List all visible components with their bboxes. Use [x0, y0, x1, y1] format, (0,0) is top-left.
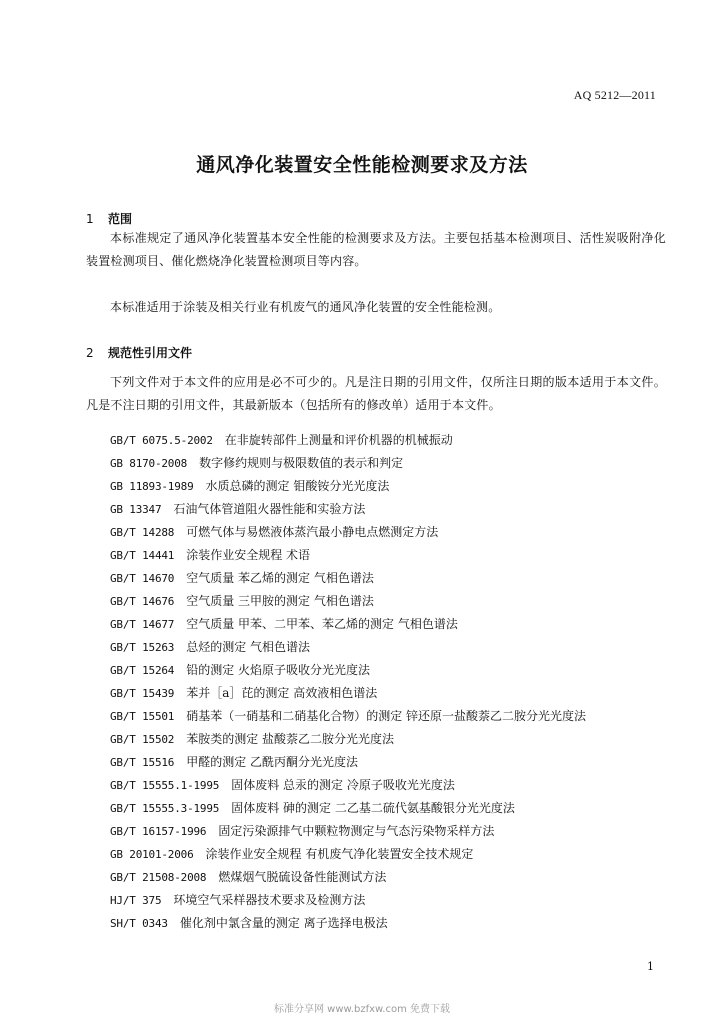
- references-intro-paragraph: 下列文件对于本文件的应用是必不可少的。凡是注日期的引用文件，仅所注日期的版本适用于本文件。凡是不注日期的引用文件，其最新版本（包括所有的修改单）适用于本文件。: [86, 375, 666, 412]
- reference-title: 苯并［a］芘的测定 高效液相色谱法: [186, 686, 378, 700]
- reference-item: [110, 636, 670, 659]
- reference-code: GB/T 15439: [110, 687, 175, 700]
- reference-item: [110, 475, 670, 498]
- reference-title: 空气质量 甲苯、二甲苯、苯乙烯的测定 气相色谱法: [186, 617, 458, 631]
- reference-item: [110, 705, 670, 728]
- section-number: 1: [86, 212, 94, 226]
- section-heading-scope: [86, 210, 132, 227]
- reference-code: GB/T 15501: [110, 710, 175, 723]
- reference-code: GB/T 14288: [110, 526, 175, 539]
- reference-code: GB 13347: [110, 503, 162, 516]
- reference-item: [110, 797, 670, 820]
- reference-item: [110, 498, 670, 521]
- reference-item: [110, 843, 670, 866]
- reference-code: GB/T 15516: [110, 756, 175, 769]
- reference-item: [110, 728, 670, 751]
- scope-paragraph-1: 本标准规定了通风净化装置基本安全性能的检测要求及方法。主要包括基本检测项目、活性炭吸附净化装置检测项目、催化燃烧净化装置检测项目等内容。: [86, 231, 666, 268]
- section-number: 2: [86, 346, 94, 360]
- reference-code: GB/T 15264: [110, 664, 175, 677]
- reference-item: [110, 889, 670, 912]
- reference-title: 固定污染源排气中颗粒物测定与气态污染物采样方法: [218, 824, 495, 838]
- reference-code: SH/T 0343: [110, 917, 168, 930]
- reference-code: HJ/T 375: [110, 894, 162, 907]
- reference-title: 涂装作业安全规程 有机废气净化装置安全技术规定: [205, 847, 474, 861]
- reference-code: GB/T 15555.3-1995: [110, 802, 220, 815]
- reference-item: [110, 682, 670, 705]
- reference-item: [110, 866, 670, 889]
- reference-code: GB/T 14441: [110, 549, 175, 562]
- reference-item: [110, 590, 670, 613]
- reference-title: 苯胺类的测定 盐酸萘乙二胺分光光度法: [186, 732, 395, 746]
- reference-item: [110, 751, 670, 774]
- section-title: 规范性引用文件: [108, 346, 193, 360]
- reference-title: 数字修约规则与极限数值的表示和判定: [199, 456, 404, 470]
- reference-title: 燃煤烟气脱硫设备性能测试方法: [218, 870, 387, 884]
- reference-title: 环境空气采样器技术要求及检测方法: [173, 893, 366, 907]
- reference-item: [110, 567, 670, 590]
- reference-code: GB/T 14677: [110, 618, 175, 631]
- reference-title: 可燃气体与易燃液体蒸汽最小静电点燃测定方法: [186, 525, 439, 539]
- reference-code: GB/T 15555.1-1995: [110, 779, 220, 792]
- reference-item: [110, 452, 670, 475]
- reference-item: [110, 774, 670, 797]
- reference-title: 硝基苯（一硝基和二硝基化合物）的测定 锌还原一盐酸萘乙二胺分光光度法: [186, 709, 587, 723]
- page-number: 1: [647, 960, 654, 973]
- reference-item: [110, 820, 670, 843]
- watermark: 标准分享网 www.bzfxw.com 免费下载: [274, 1004, 450, 1015]
- standard-code: AQ 5212—2011: [573, 88, 656, 102]
- reference-code: GB/T 14670: [110, 572, 175, 585]
- reference-title: 固体废料 砷的测定 二乙基二硫代氨基酸银分光光度法: [231, 801, 515, 815]
- reference-list: [110, 429, 670, 935]
- section-title: 范围: [108, 212, 133, 226]
- reference-title: 在非旋转部件上测量和评价机器的机械振动: [224, 433, 453, 447]
- reference-title: 总烃的测定 气相色谱法: [186, 640, 311, 654]
- scope-paragraph-2: 本标准适用于涂装及相关行业有机废气的通风净化装置的安全性能检测。: [110, 300, 501, 314]
- reference-code: GB 11893-1989: [110, 480, 194, 493]
- reference-code: GB 20101-2006: [110, 848, 194, 861]
- reference-code: GB/T 15502: [110, 733, 175, 746]
- reference-code: GB/T 15263: [110, 641, 175, 654]
- reference-title: 水质总磷的测定 钼酸铵分光光度法: [205, 479, 390, 493]
- reference-item: [110, 912, 670, 935]
- reference-code: GB/T 16157-1996: [110, 825, 207, 838]
- reference-title: 空气质量 苯乙烯的测定 气相色谱法: [186, 571, 374, 585]
- document-title: 通风净化装置安全性能检测要求及方法: [196, 154, 528, 176]
- reference-title: 固体废料 总汞的测定 冷原子吸收光光度法: [231, 778, 455, 792]
- reference-title: 空气质量 三甲胺的测定 气相色谱法: [186, 594, 374, 608]
- reference-item: [110, 544, 670, 567]
- reference-code: GB/T 21508-2008: [110, 871, 207, 884]
- reference-item: [110, 659, 670, 682]
- reference-code: GB 8170-2008: [110, 457, 188, 470]
- reference-title: 石油气体管道阻火器性能和实验方法: [173, 502, 366, 516]
- reference-title: 涂装作业安全规程 术语: [186, 548, 311, 562]
- reference-code: GB/T 6075.5-2002: [110, 434, 213, 447]
- reference-item: [110, 521, 670, 544]
- reference-code: GB/T 14676: [110, 595, 175, 608]
- reference-title: 催化剂中氯含量的测定 离子选择电极法: [179, 916, 388, 930]
- reference-title: 甲醛的测定 乙酰丙酮分光光度法: [186, 755, 359, 769]
- reference-item: [110, 613, 670, 636]
- section-heading-normative-references: [86, 344, 192, 361]
- reference-item: [110, 429, 670, 452]
- reference-title: 铅的测定 火焰原子吸收分光光度法: [186, 663, 371, 677]
